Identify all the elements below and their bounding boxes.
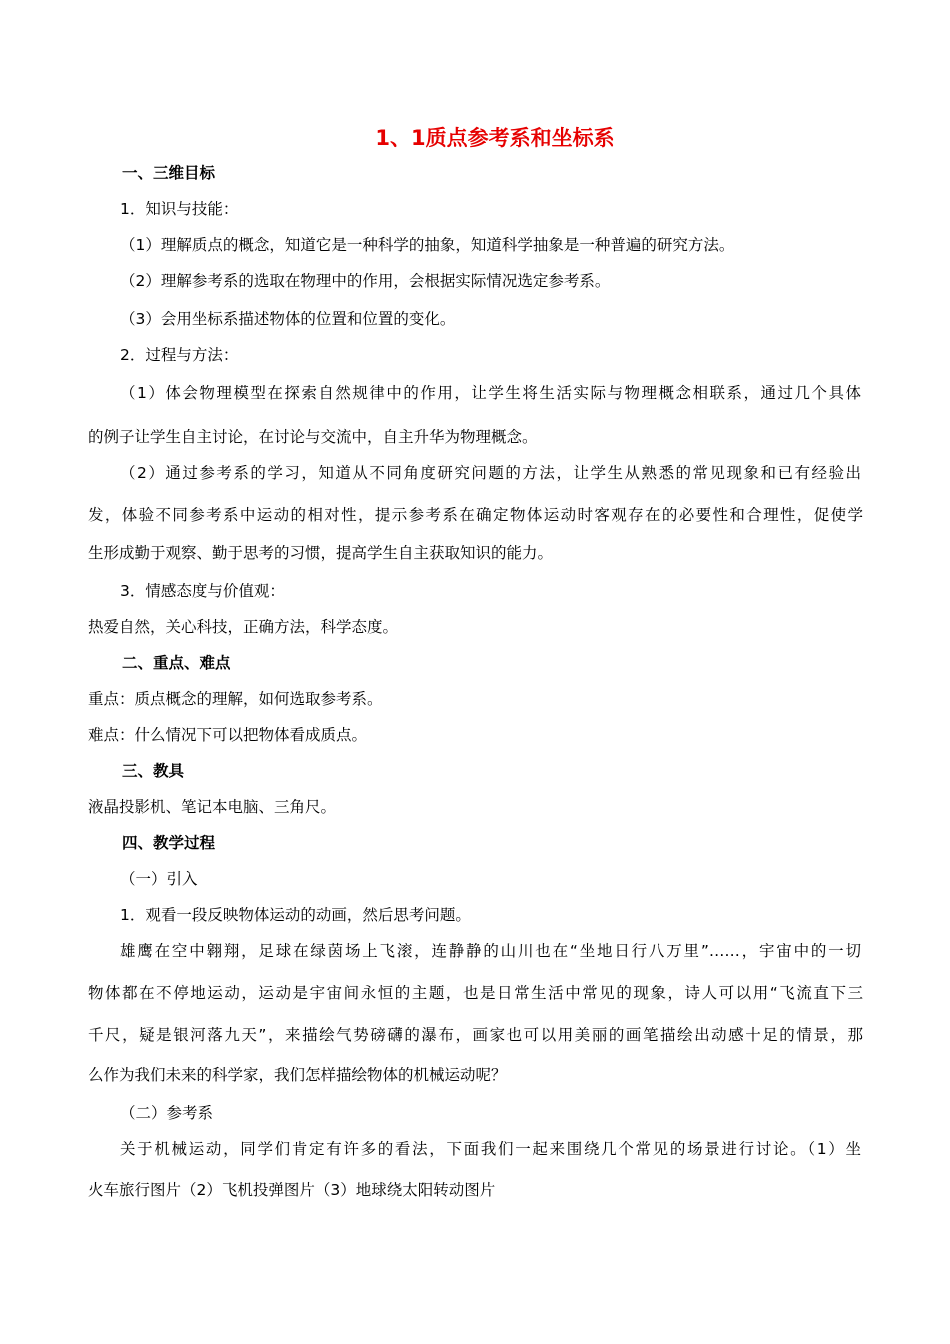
paragraph-line: 么作为我们未来的科学家，我们怎样描绘物体的机械运动呢？ — [88, 1066, 507, 1084]
paragraph-line: 千尺，疑是银河落九天”，来描绘气势磅礴的瀑布，画家也可以用美丽的画笔描绘出动感十足的情景，那 — [88, 1026, 863, 1044]
subheading-reference-frame: （二）参考系 — [120, 1104, 214, 1122]
paragraph-line: （2）通过参考系的学习，知道从不同角度研究问题的方法，让学生从熟悉的常见现象和已有经验出 — [120, 464, 861, 482]
paragraph-line: 液晶投影机、笔记本电脑、三角尺。 — [88, 798, 337, 816]
paragraph-line: 物体都在不停地运动，运动是宇宙间永恒的主题，也是日常生活中常见的现象，诗人可以用“飞流直下三 — [88, 984, 863, 1002]
subheading-attitude: 3．情感态度与价值观： — [120, 582, 285, 600]
section-heading-key-points: 二、重点、难点 — [122, 654, 231, 672]
document-title: 1、1质点参考系和坐标系 — [375, 126, 615, 150]
paragraph-line: 发，体验不同参考系中运动的相对性，提示参考系在确定物体运动时客观存在的必要性和合理性，促使学 — [88, 506, 863, 524]
paragraph-line: （1）体会物理模型在探索自然规律中的作用，让学生将生活实际与物理概念相联系，通过几个具体 — [120, 384, 861, 402]
paragraph-line: 热爱自然，关心科技，正确方法，科学态度。 — [88, 618, 399, 636]
paragraph-line: 关于机械运动，同学们肯定有许多的看法，下面我们一起来围绕几个常见的场景进行讨论。（1）坐 — [120, 1140, 861, 1158]
paragraph-line: 雄鹰在空中翱翔，足球在绿茵场上飞滚，连静静的山川也在“坐地日行八万里”……，宇宙中的一切 — [120, 942, 861, 960]
paragraph-line: 难点：什么情况下可以把物体看成质点。 — [88, 726, 368, 744]
section-heading-process: 四、教学过程 — [122, 834, 216, 852]
paragraph-line: 的例子让学生自主讨论，在讨论与交流中，自主升华为物理概念。 — [88, 428, 538, 446]
paragraph-line: 1．观看一段反映物体运动的动画，然后思考问题。 — [120, 906, 471, 924]
subheading-knowledge: 1．知识与技能： — [120, 200, 239, 218]
subheading-introduction: （一）引入 — [120, 870, 198, 888]
section-heading-tools: 三、教具 — [122, 762, 185, 780]
paragraph-line: 火车旅行图片（2）飞机投弹图片（3）地球绕太阳转动图片 — [88, 1181, 496, 1199]
subheading-process: 2．过程与方法： — [120, 346, 239, 364]
paragraph-line: 重点：质点概念的理解，如何选取参考系。 — [88, 690, 383, 708]
paragraph-line: （2）理解参考系的选取在物理中的作用，会根据实际情况选定参考系。 — [120, 272, 611, 290]
paragraph-line: 生形成勤于观察、勤于思考的习惯，提高学生自主获取知识的能力。 — [88, 544, 554, 562]
section-heading-goals: 一、三维目标 — [122, 164, 216, 182]
paragraph-line: （1）理解质点的概念，知道它是一种科学的抽象，知道科学抽象是一种普遍的研究方法。 — [120, 236, 735, 254]
paragraph-line: （3）会用坐标系描述物体的位置和位置的变化。 — [120, 310, 456, 328]
